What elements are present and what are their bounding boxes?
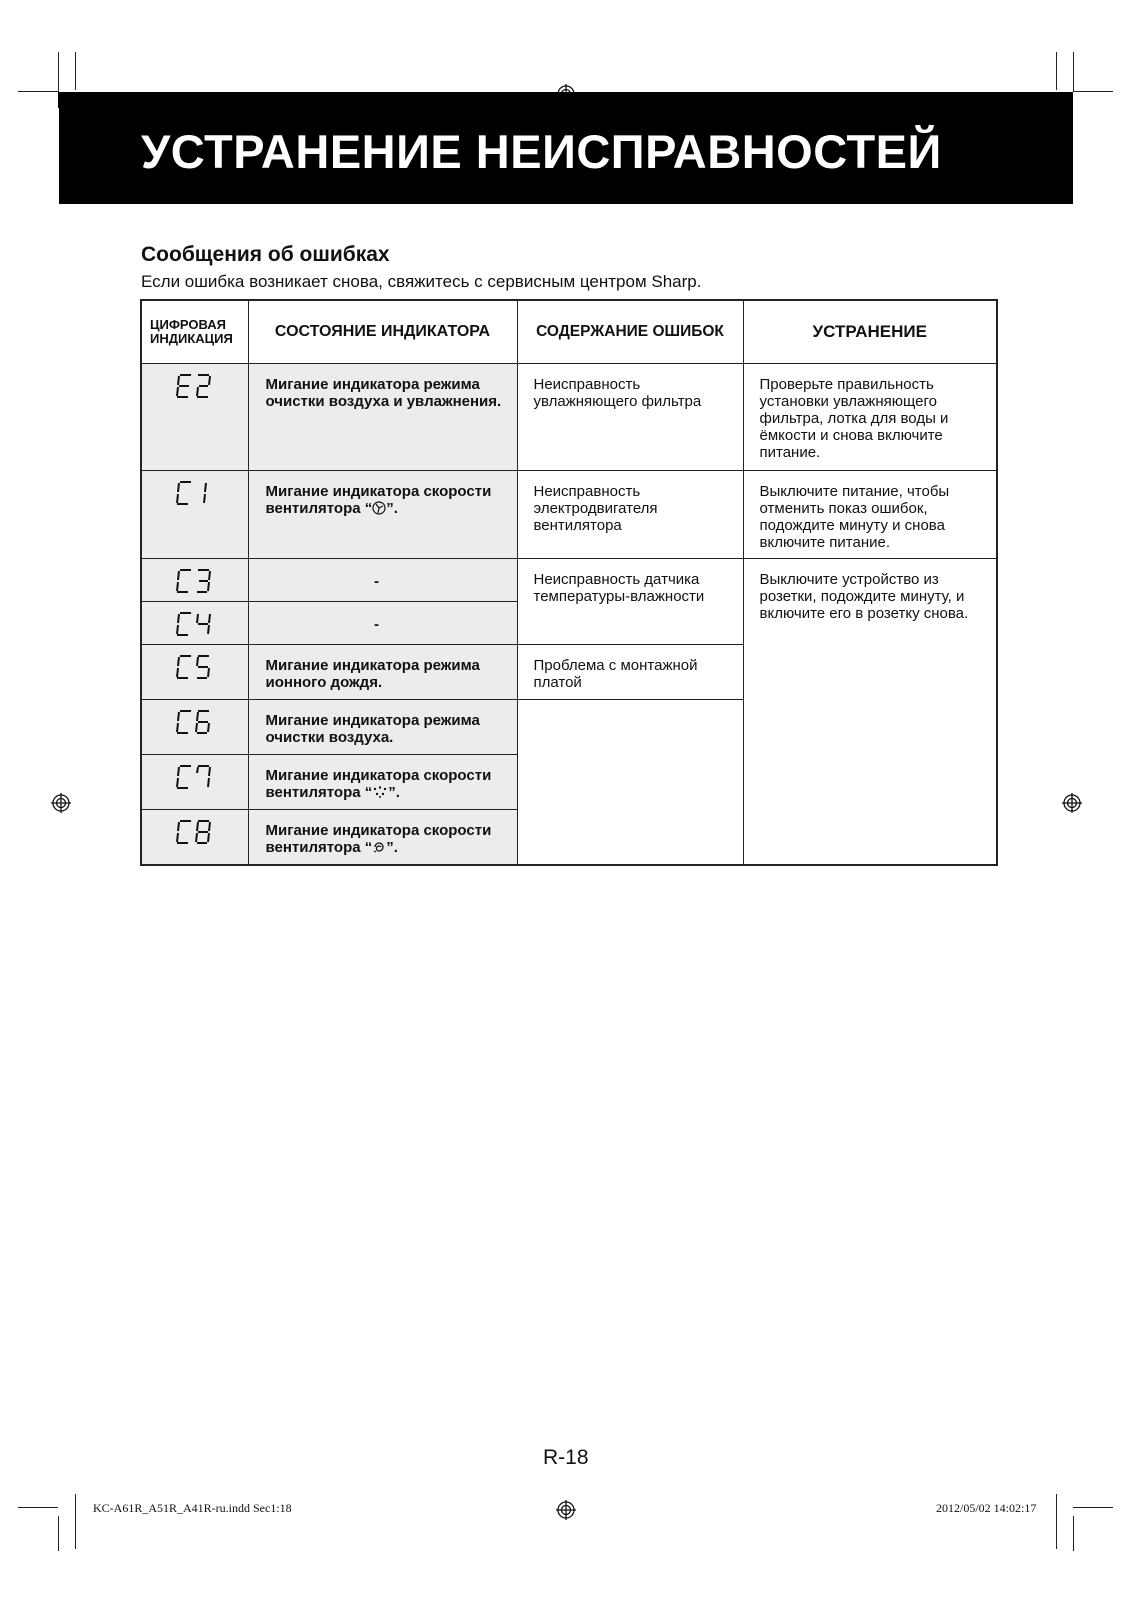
state-text: Мигание индикатора скорости вентилятора “: [265, 822, 492, 856]
crop-mark: [1056, 52, 1057, 90]
crop-mark: [1056, 1494, 1057, 1549]
code-cell: [141, 602, 248, 645]
content-cell: Проблема с монтажной платой: [517, 645, 743, 700]
crop-mark: [75, 1494, 76, 1549]
fan-sparkle-icon: [372, 785, 388, 799]
registration-mark-icon: [1062, 793, 1082, 813]
code-cell: [141, 700, 248, 755]
code-cell: [141, 471, 248, 559]
fan-swirl-icon: [372, 840, 386, 854]
state-cell: Мигание индикатора режима очистки воздуха.: [248, 700, 517, 755]
fix-cell: Выключите устройство из розетки, подождите минуту, и включите его в розетку снова.: [743, 559, 997, 865]
state-cell: [248, 755, 517, 810]
code-cell: [141, 810, 248, 865]
crop-mark: [1073, 1507, 1113, 1508]
file-slug: KC-A61R_A51R_A41R-ru.indd Sec1:18: [93, 1501, 292, 1515]
state-cell: [248, 810, 517, 865]
timestamp-slug: 2012/05/02 14:02:17: [936, 1501, 1037, 1515]
seven-segment-code-icon: [175, 372, 215, 400]
seven-segment-code-icon: [175, 818, 215, 846]
seven-segment-code-icon: [175, 763, 215, 791]
registration-mark-icon: [556, 1500, 576, 1520]
page-title: УСТРАНЕНИЕ НЕИСПРАВНОСТЕЙ: [141, 125, 942, 178]
header-fix: УСТРАНЕНИЕ: [743, 300, 997, 364]
code-cell: [141, 755, 248, 810]
seven-segment-code-icon: [175, 708, 215, 736]
table-row: [141, 559, 997, 602]
section-title: Сообщения об ошибках: [141, 243, 390, 266]
state-cell: -: [248, 602, 517, 645]
crop-mark: [18, 91, 58, 92]
content-cell-empty: [517, 700, 743, 865]
page-number: R-18: [543, 1446, 589, 1469]
state-cell: Мигание индикатора режима очистки воздуха и увлажнения.: [248, 364, 517, 471]
fan-auto-icon: [372, 501, 386, 515]
content-cell: Неисправность увлажняющего фильтра: [517, 364, 743, 471]
code-cell: [141, 559, 248, 602]
crop-mark: [58, 1516, 59, 1551]
state-text: ”.: [386, 839, 398, 856]
fix-cell: Проверьте правильность установки увлажняющего фильтра, лотка для воды и ёмкости и снова включите питание.: [743, 364, 997, 471]
registration-mark-icon: [51, 793, 71, 813]
content-cell: Неисправность датчика температуры-влажности: [517, 559, 743, 645]
header-state: СОСТОЯНИЕ ИНДИКАТОРА: [248, 300, 517, 364]
code-cell: [141, 364, 248, 471]
state-cell: Мигание индикатора режима ионного дождя.: [248, 645, 517, 700]
section-subtitle: Если ошибка возникает снова, свяжитесь с сервисным центром Sharp.: [141, 272, 702, 291]
table-row: [141, 471, 997, 559]
crop-mark: [75, 52, 76, 90]
state-cell: -: [248, 559, 517, 602]
crop-mark: [1073, 91, 1113, 92]
seven-segment-code-icon: [175, 610, 215, 638]
fix-cell: Выключите питание, чтобы отменить показ ошибок, подождите минуту и снова включите питание.: [743, 471, 997, 559]
header-content: СОДЕРЖАНИЕ ОШИБОК: [517, 300, 743, 364]
header-code: ЦИФРОВАЯ ИНДИКАЦИЯ: [141, 300, 248, 364]
code-cell: [141, 645, 248, 700]
title-banner: [59, 92, 1073, 204]
state-cell: [248, 471, 517, 559]
crop-mark: [1073, 1516, 1074, 1551]
table-header-row: [141, 300, 997, 364]
seven-segment-code-icon: [175, 567, 215, 595]
crop-mark: [18, 1507, 58, 1508]
crop-mark: [58, 52, 59, 92]
state-text: ”.: [386, 500, 398, 517]
table-row: [141, 364, 997, 471]
seven-segment-code-icon: [175, 479, 215, 507]
error-table: [140, 299, 998, 866]
seven-segment-code-icon: [175, 653, 215, 681]
state-text: Мигание индикатора скорости вентилятора “: [265, 483, 492, 517]
state-text: Мигание индикатора скорости вентилятора “: [265, 767, 492, 801]
crop-mark: [1073, 52, 1074, 92]
content-cell: Неисправность электродвигателя вентилятора: [517, 471, 743, 559]
state-text: ”.: [388, 784, 400, 801]
